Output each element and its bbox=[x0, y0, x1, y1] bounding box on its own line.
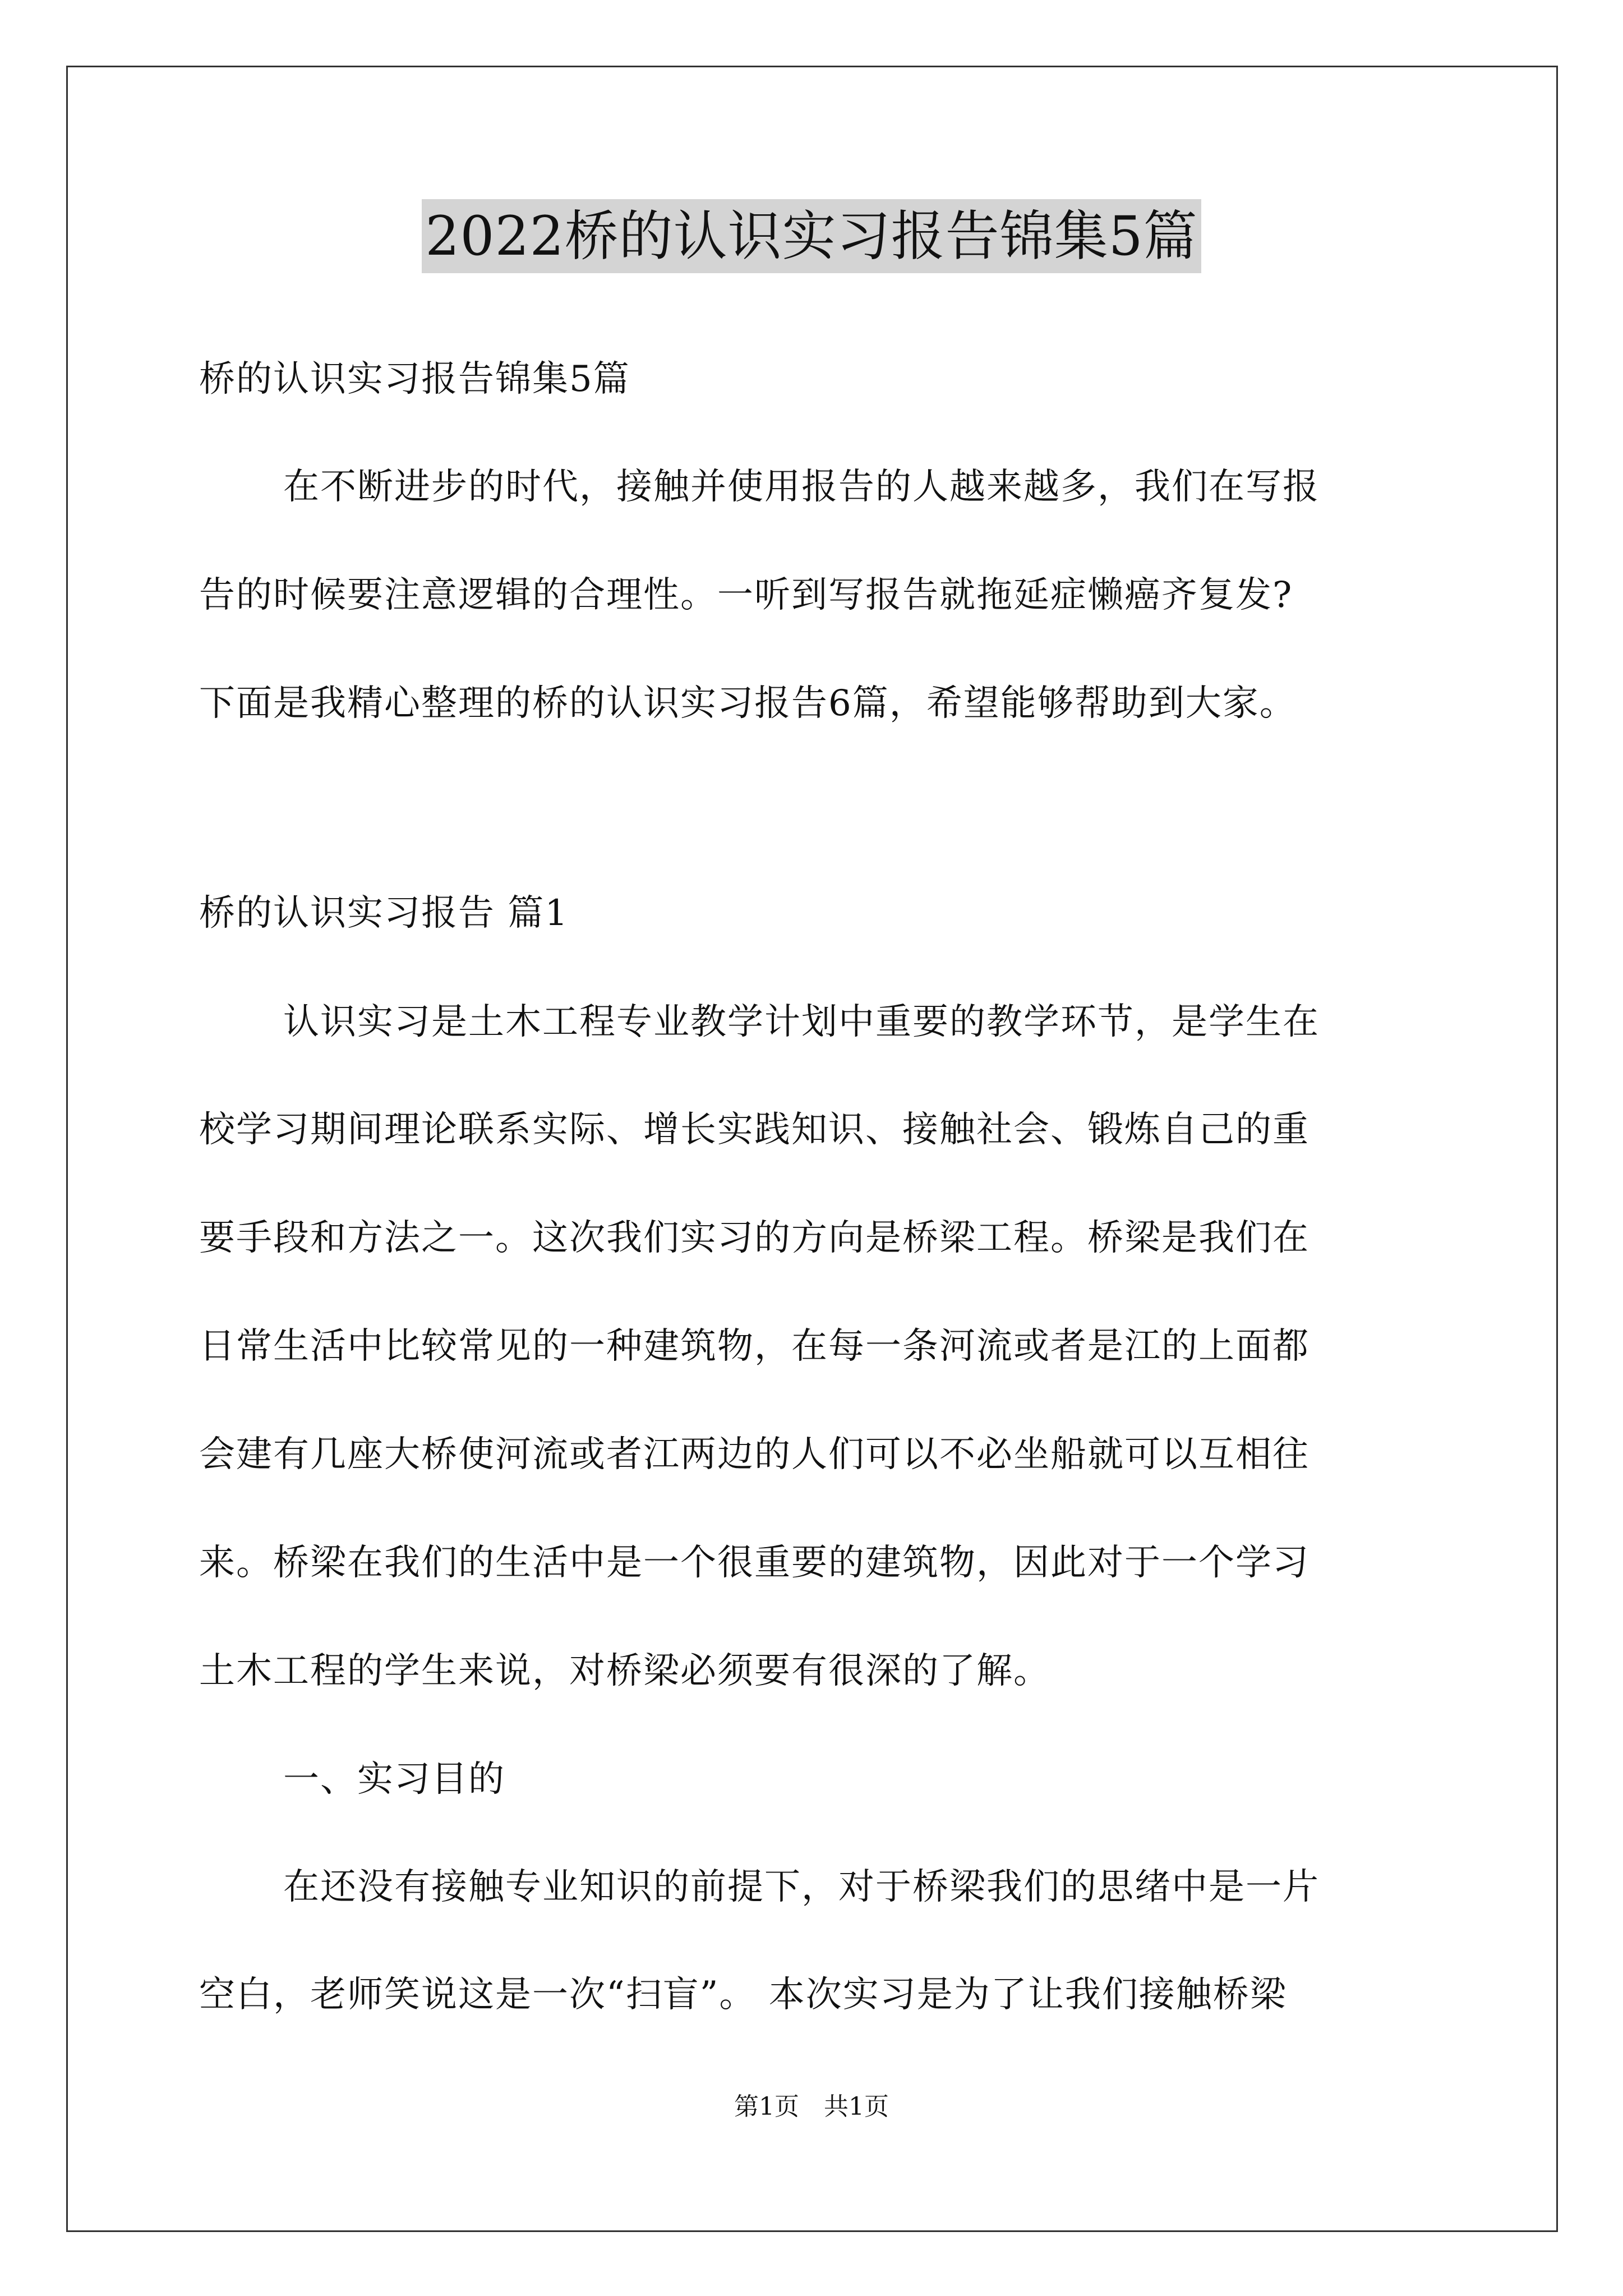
section-line-6: 来。桥梁在我们的生活中是一个很重要的建筑物，因此对于一个学习 bbox=[199, 1542, 1310, 1584]
title-container bbox=[0, 199, 1623, 273]
intro-line-3: 下面是我精心整理的桥的认识实习报告6篇，希望能够帮助到大家。 bbox=[199, 683, 1297, 724]
section-line-5: 会建有几座大桥使河流或者江两边的人们可以不必坐船就可以互相往 bbox=[199, 1434, 1310, 1475]
document-subtitle: 桥的认识实习报告锦集5篇 bbox=[199, 358, 630, 400]
section-line-7: 土木工程的学生来说，对桥梁必须要有很深的了解。 bbox=[199, 1650, 1050, 1692]
objective-heading: 一、实习目的 bbox=[283, 1759, 505, 1800]
section-line-3: 要手段和方法之一。这次我们实习的方向是桥梁工程。桥梁是我们在 bbox=[199, 1217, 1310, 1259]
intro-line-2: 告的时候要注意逻辑的合理性。一听到写报告就拖延症懒癌齐复发? bbox=[199, 574, 1293, 616]
objective-line-1: 在还没有接触专业知识的前提下，对于桥梁我们的思绪中是一片 bbox=[283, 1866, 1320, 1908]
section-heading: 桥的认识实习报告 篇1 bbox=[199, 892, 569, 934]
document-title: 2022桥的认识实习报告锦集5篇 bbox=[422, 199, 1201, 273]
intro-line-1: 在不断进步的时代，接触并使用报告的人越来越多，我们在写报 bbox=[283, 466, 1320, 508]
section-line-1: 认识实习是土木工程专业教学计划中重要的教学环节，是学生在 bbox=[283, 1001, 1320, 1043]
section-line-2: 校学习期间理论联系实际、增长实践知识、接触社会、锻炼自己的重 bbox=[199, 1109, 1310, 1151]
section-line-4: 日常生活中比较常见的一种建筑物，在每一条河流或者是江的上面都 bbox=[199, 1326, 1310, 1367]
objective-line-2: 空白，老师笑说这是一次“扫盲”。 本次实习是为了让我们接触桥梁 bbox=[199, 1974, 1287, 2016]
page-footer: 第1页 共1页 bbox=[734, 2092, 889, 2121]
